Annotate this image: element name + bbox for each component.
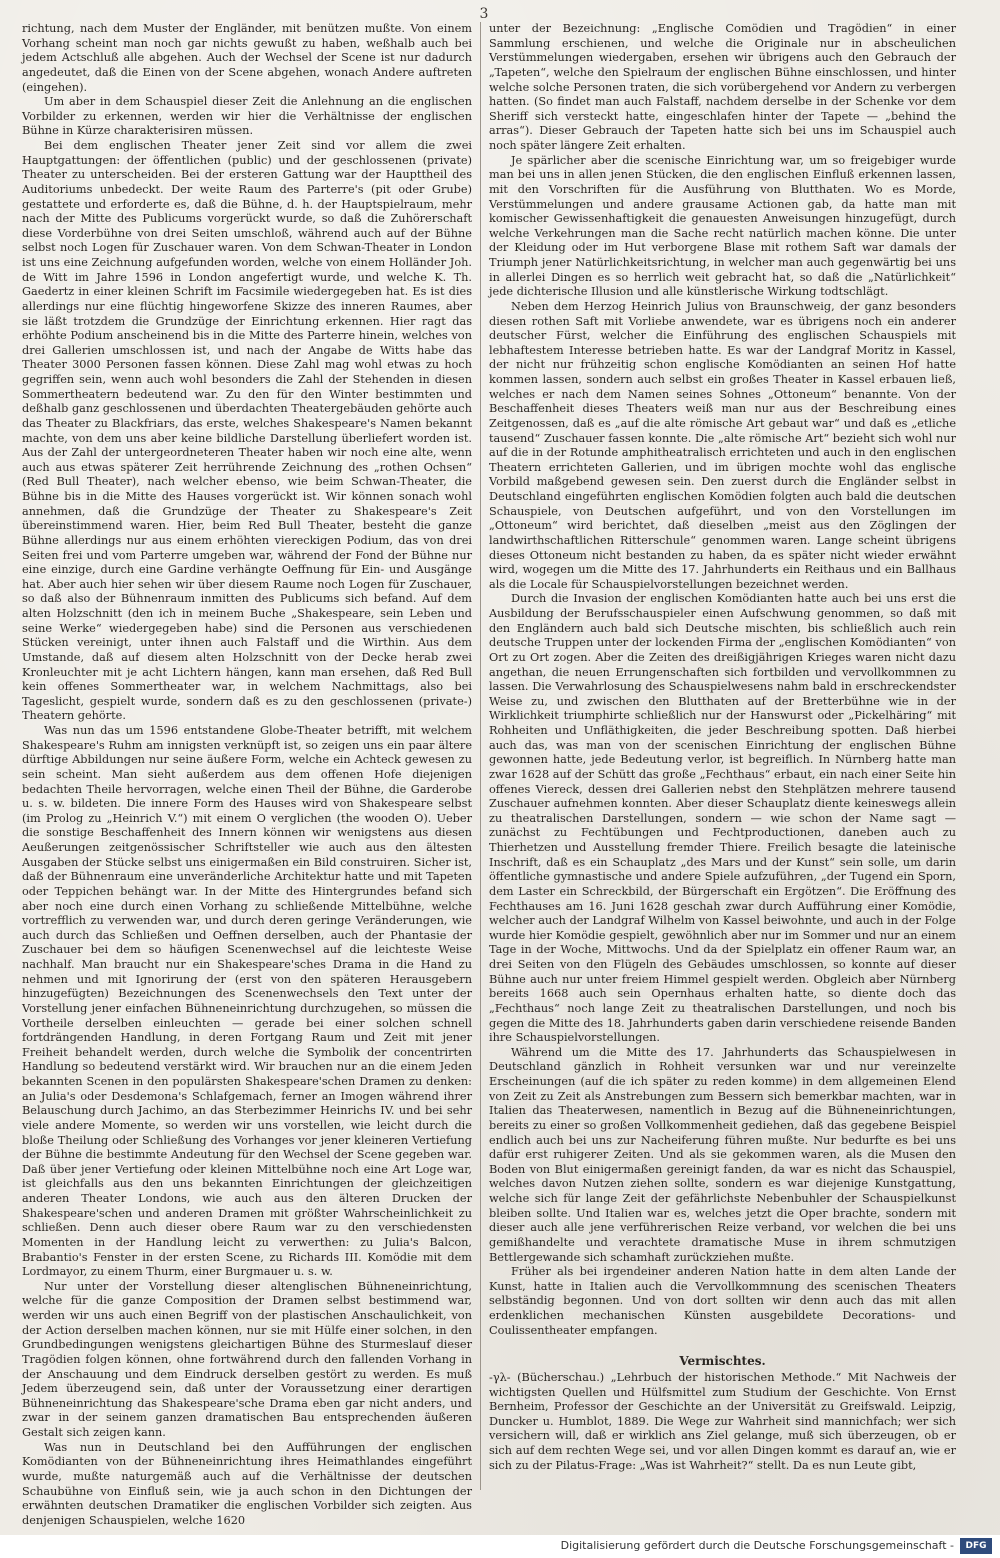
left-column [22,22,472,1527]
section-heading-vermischtes: Vermischtes. [679,1354,766,1369]
left-column-paragraph: Nur unter der Vorstellung dieser altenglischen Bühneneinrichtung, welche für die ganze Composition der Dramen selbst bestimmend war, werden wir uns auch einen Begriff von der plastischen Anschaulichkeit, von der Action derselben machen können, nur sie mit Hülfe einer solchen, in den Grundbedingungen wenigstens gleichartigen Bühne des Sturmeslauf dieser Tragödien folgen können, ohne fortwährend durch den fallenden Vorhang in der Anschauung und dem Eindruck derselben gestört zu werden. Es muß Jedem überzeugend sein, daß unter der Voraussetzung einer derartigen Bühneneinrichtung das Shakespeare'sche Drama eben gar nicht anders, und zwar in der seinem ganzen dramatischen Bau entsprechenden äußeren Gestalt sich zeigen kann. [22,1279,472,1439]
left-column-paragraph: Bei dem englischen Theater jener Zeit sind vor allem die zwei Hauptgattungen: der öffentlichen (public) und der geschlossenen (private) Theater zu unterscheiden. Bei der ersteren Gattung war der Haupttheil des Auditoriums unbedeckt. Der weite Raum des Parterre's (pit oder Grube) gestattete und erforderte es, daß die Bühne, d. h. der Hauptspielraum, mehr nach der Mitte des Publicums vorgerückt wurde, so daß die Zuhörerschaft diese Vorderbühne von drei Seiten umschloß, während auch auf der Bühne selbst noch Logen für Zuschauer waren. Von dem Schwan-Theater in London ist uns eine Zeichnung aufgefunden worden, welche von einem Holländer Joh. de Witt im Jahre 1596 in London angefertigt wurde, und welche K. Th. Gaedertz in einer kleinen Schrift im Facsimile wiedergegeben hat. Es ist dies allerdings nur eine flüchtig hingeworfene Skizze des inneren Raumes, aber sie läßt trotzdem die Grundzüge der Einrichtung erkennen. Hier ragt das erhöhte Podium anscheinend bis in die Mitte des Parterre hinein, welches von drei Gallerien umschlossen ist, und nach der Angabe de Witts habe das Theater 3000 Personen fassen können. Diese Zahl mag wohl etwas zu hoch gegriffen sein, wenn auch wohl besonders die Zahl der Stehenden in diesen Sommertheatern bedeutend war. Zu den für den Winter bestimmten und deßhalb ganz geschlossenen und überdachten Theatergebäuden gehörte auch das Theater zu Blackfriars, das erste, welches Shakespeare's Namen bekannt machte, von dem uns aber keine bildliche Darstellung überliefert worden ist. Aus der Zahl der untergeordneteren Theater haben wir noch eine alte, wenn auch aus etwas späterer Zeit herrührende Zeichnung des „rothen Ochsen“ (Red Bull Theater), nach welcher ebenso, wie beim Schwan-Theater, die Bühne bis in die Mitte des Hauses vorgerückt ist. Wir können sonach wohl annehmen, daß die Grundzüge der Theater zu Shakespeare's Zeit übereinstimmend waren. Hier, beim Red Bull Theater, besteht die ganze Bühne allerdings nur aus einem erhöhten viereckigen Podium, das von drei Seiten frei und vom Parterre umgeben war, während der Fond der Bühne nur eine einzige, durch eine Gardine verhängte Oeffnung für Ein- und Ausgänge hat. Aber auch hier sehen wir über diesem Raume noch Logen für Zuschauer, so daß also der Bühnenraum inmitten des Publicums sich befand. Auf dem alten Holzschnitt (den ich in meinem Buche „Shakespeare, sein Leben und seine Werke“ wiedergegeben habe) sind die Personen aus verschiedenen Stücken vereinigt, unter ihnen auch Falstaff und die Wirthin. Aus dem Umstande, daß auf diesem alten Holzschnitt von der Decke herab zwei Kronleuchter mit je acht Lichtern hängen, kann man ersehen, daß Red Bull kein offenes Sommertheater war, in welchem Nachmittags, also bei Tageslicht, gespielt wurde, sondern daß es zu den geschlossenen (private-) Theatern gehörte. [22,139,472,723]
page-number: 3 [479,6,489,22]
misc-section-body [489,1371,956,1473]
right-column-body [489,22,956,1338]
right-column [489,22,956,1490]
right-column-paragraph: Früher als bei irgendeiner anderen Nation hatte in dem alten Lande der Kunst, hatte in Italien auch die Vervollkommnung des scenischen Theaters selbständig begonnen. Und von dort sollten wir denn auch das mit allen erdenklichen mechanischen Künsten ausgebildete Decorations- und Coulissentheater empfangen. [489,1265,956,1337]
left-column-paragraph: Um aber in dem Schauspiel dieser Zeit die Anlehnung an die englischen Vorbilder zu erkennen, werden wir hier die Verhältnisse der englischen Bühne in Kürze charakterisiren müssen. [22,95,472,138]
right-column-paragraph: Während um die Mitte des 17. Jahrhunderts das Schauspielwesen in Deutschland gänzlich in Rohheit versunken war und nur vereinzelte Erscheinungen (auf die ich später zu reden komme) in dem allgemeinen Elend von Zeit zu Zeit als Anstrebungen zum Bessern sich bemerkbar machten, war in Italien das Theaterwesen, namentlich in Bezug auf die Bühneneinrichtungen, bereits zu einer so großen Vollkommenheit gediehen, daß das gegebene Beispiel endlich auch bei uns zur Nacheiferung führen mußte. Nur bedurfte es bei uns dafür erst ruhigerer Zeiten. Und als sie gekommen waren, als die Musen den Boden von Blut einigermaßen gereinigt fanden, da war es nicht das Schauspiel, welches davon Nutzen ziehen sollte, sondern es war diejenige Kunstgattung, welche sich für lange Zeit der gefährlichste Nebenbuhler der Schauspielkunst bleiben sollte. Und Italien war es, welches jetzt die Oper brachte, sondern mit dieser auch alle jene verführerischen Reize verband, vor welchen die bei uns gemißhandelte und verachtete dramatische Muse in ihrem schmutzigen Bettlergewande sich schamhaft zurückziehen mußte. [489,1045,956,1264]
footer-credit: Digitalisierung gefördert durch die Deutsche Forschungsgemeinschaft - [560,1539,954,1552]
footer-bar [0,1535,1000,1558]
right-column-paragraph: Je spärlicher aber die scenische Einrichtung war, um so freigebiger wurde man bei uns in allen jenen Stücken, die den englischen Einfluß erkennen lassen, mit den Vorschriften für die Ausführung von Blutthaten. Wo es Morde, Verstümmelungen und andere grausame Actionen gab, da hatte man mit komischer Gewissenhaftigkeit die genauesten Anweisungen hinzugefügt, durch welche Verkehrungen man die Sache recht natürlich machen könne. Die unter der Kleidung oder im Hut verborgene Blase mit rothem Saft war damals der Triumph jener Natürlichkeitsrichtung, in welcher man auch gegenwärtig bei uns in allerlei Dingen es so herrlich weit gebracht hat, so daß die „Natürlichkeit“ jede dichterische Illusion und alle künstlerische Wirkung todtschlägt. [489,153,956,299]
column-divider [480,22,481,1490]
right-column-paragraph: unter der Bezeichnung: „Englische Comödien und Tragödien“ in einer Sammlung erschienen, und welche die Originale nur in abscheulichen Verstümmelungen wiedergaben, ersehen wir übrigens auch den Gebrauch der „Tapeten“, welche den Spielraum der englischen Bühne einschlossen, und hinter welche solche Personen traten, die sich vorübergehend vor Andern zu verbergen hatten. (So findet man auch Falstaff, nachdem derselbe in der Schenke vor dem Sheriff sich versteckt hatte, eingeschlafen hinter der Tapete — „behind the arras“). Dieser Gebrauch der Tapeten hatte sich bei uns im Schauspiel auch noch später längere Zeit erhalten. [489,22,956,152]
misc-paragraph: -γλ- (Bücherschau.) „Lehrbuch der historischen Methode.“ Mit Nachweis der wichtigsten Quellen und Hülfsmittel zum Studium der Geschichte. Von Ernst Bernheim, Professor der Geschichte an der Universität zu Greifswald. Leipzig, Duncker u. Humblot, 1889. Die Wege zur Wahrheit sind mannichfach; wer sich versichern will, daß er wirklich ans Ziel gelange, muß sich überzeugen, ob er sich auf dem rechten Wege sei, und vor allen Dingen kommt es darauf an, wie er sich zu der Pilatus-Frage: „Was ist Wahrheit?“ stellt. Da es nun Leute gibt, [489,1370,956,1472]
left-column-paragraph: richtung, nach dem Muster der Engländer, mit benützen mußte. Von einem Vorhang scheint man noch gar nichts gewußt zu haben, weßhalb auch bei jedem Actschluß alle abgehen. Auch der Wechsel der Scene ist nur dadurch angedeutet, daß die Einen von der Scene abgehen, wonach Andere auftreten (eingehen). [22,22,472,94]
right-column-paragraph: Neben dem Herzog Heinrich Julius von Braunschweig, der ganz besonders diesen rothen Saft mit Vorliebe anwendete, war es übrigens noch ein anderer deutscher Fürst, welcher die Einführung des englischen Schauspiels mit lebhaftestem Interesse betrieben hatte. Es war der Landgraf Moritz in Kassel, der nicht nur frühzeitig schon englische Komödianten an seinen Hof hatte kommen lassen, sondern auch selbst ein großes Theater in Kassel erbauen ließ, welches er nach dem Namen seines Sohnes „Ottoneum“ benannte. Von der Beschaffenheit dieses Theaters weiß man nur aus der Beschreibung eines Zeitgenossen, daß es „auf die alte römische Art gebaut war“ und daß es „etliche tausend“ Zuschauer fassen konnte. Die „alte römische Art“ bezieht sich wohl nur auf die in der Rotunde amphitheatralisch errichteten und auch in den englischen Theatern errichteten Gallerien, und im übrigen mochte wohl das englische Vorbild maßgebend gewesen sein. Den zuerst durch die Engländer selbst in Deutschland eingeführten englischen Komödien folgten auch bald die deutschen Schauspiele, von Deutschen aufgeführt, und von den Vorstellungen im „Ottoneum“ wird berichtet, daß dieselben „meist aus den Zöglingen der landwirthschaftlichen Ritterschule“ genommen waren. Lange scheint übrigens dieses Ottoneum nicht bestanden zu haben, da es später nicht wieder erwähnt wird, wogegen um die Mitte des 17. Jahrhunderts ein Reithaus und ein Ballhaus als die Locale für Schauspielvorstellungen bezeichnet werden. [489,299,956,591]
left-column-paragraph: Was nun das um 1596 entstandene Globe-Theater betrifft, mit welchem Shakespeare's Ruhm am innigsten verknüpft ist, so zeigen uns ein paar ältere dürftige Abbildungen nur seine äußere Form, welche ein Achteck gewesen zu sein scheint. Man sieht außerdem aus dem offenen Hofe diejenigen bedachten Theile hervorragen, welche einen Theil der Bühne, die Garderobe u. s. w. bildeten. Die innere Form des Hauses wird von Shakespeare selbst (im Prolog zu „Heinrich V.“) mit einem O verglichen (the wooden O). Ueber die sonstige Beschaffenheit des Innern können wir wenigstens aus diesen Aeußerungen zeitgenössischer Schriftsteller wie auch aus den ältesten Ausgaben der Stücke selbst uns einigermaßen ein Bild construiren. Sicher ist, daß der Bühnenraum eine unveränderliche Architektur hatte und mit Tapeten oder Teppichen behängt war. In der Mitte des Hintergrundes befand sich aber noch eine durch einen Vorhang zu schließende Mittelbühne, welche vortrefflich zu verwenden war, und durch deren geringe Veränderungen, wie auch durch das Schließen und Oeffnen derselben, auch der Phantasie der Zuschauer bei dem so häufigen Scenenwechsel auf die leichteste Weise nachhalf. Man braucht nur ein Shakespeare'sches Drama in die Hand zu nehmen und mit Ignorirung der (erst von den späteren Herausgebern hinzugefügten) Bezeichnungen des Scenenwechsels den Text unter der Vorstellung jener einfachen Bühneneinrichtung durchzugehen, so müssen die Vortheile derselben einleuchten — gerade bei einer solchen schnell fortdrängenden Handlung, in deren Fortgang Raum und Zeit mit jener Freiheit behandelt werden, durch welche die Symbolik der concentrirten Handlung so bedeutend verstärkt wird. Wir brauchen nur an die einem Jeden bekannten Scenen in den populärsten Shakespeare'schen Dramen zu denken: an Julia's oder Desdemona's Schlafgemach, ferner an Imogen während ihrer Belauschung durch Jachimo, an das Sterbezimmer Heinrichs IV. und bei sehr viele andere Momente, so werden wir uns vorstellen, wie leicht durch die bloße Theilung oder Schließung des Vorhanges vor jener kleineren Vertiefung der Bühne die bestimmte Andeutung für den Wechsel der Scene gegeben war. Daß über jener Vertiefung oder kleinen Mittelbühne noch eine Art Loge war, ist gleichfalls aus den uns bekannten Einrichtungen der gleichzeitigen anderen Theater Londons, wie auch aus den älteren Drucken der Shakespeare'schen und anderen Dramen mit größter Wahrscheinlichkeit zu schließen. Denn auch dieser obere Raum war zu den verschiedensten Momenten in der Handlung leicht zu verwerthen: zu Julia's Balcon, Brabantio's Fenster in der ersten Scene, zu Richards III. Komödie mit dem Lordmayor, zu einem Thurm, einer Burgmauer u. s. w. [22,724,472,1279]
dfg-logo: DFG [960,1538,992,1554]
left-column-paragraph: Was nun in Deutschland bei den Aufführungen der englischen Komödianten von der Bühneneinrichtung ihres Heimathlandes eingeführt wurde, mußte naturgemäß auch auf die Verhältnisse der deutschen Schaubühne von Einfluß sein, wie ja auch schon in den Dichtungen der erwähnten deutschen Dramatiker die englischen Vorbilder sich zeigten. Aus denjenigen Schauspielen, welche 1620 [22,1440,472,1527]
right-column-paragraph: Durch die Invasion der englischen Komödianten hatte auch bei uns erst die Ausbildung der Berufsschauspieler einen Aufschwung genommen, so daß mit den Engländern auch bald sich Deutsche mischten, bis schließlich auch rein deutsche Truppen unter der lockenden Firma der „englischen Komödianten“ von Ort zu Ort zogen. Aber die Zeiten des dreißigjährigen Krieges waren nicht dazu angethan, die neuen Errungenschaften sich fortbilden und vervollkommnen zu lassen. Die Verwahrlosung des Schauspielwesens nahm bald in erschreckendster Weise zu, und zwischen den Blutthaten auf der Bretterbühne wie in der Wirklichkeit triumphirte schließlich nur der Hanswurst oder „Pickelhäring“ mit Rohheiten und Unfläthigkeiten, die jeder Beschreibung spotten. Daß hierbei auch das, was man von der scenischen Einrichtung der englischen Bühne gewonnen hatte, jede Bedeutung verlor, ist begreiflich. In Nürnberg hatte man zwar 1628 auf der Schütt das große „Fechthaus“ erbaut, ein nach einer Seite hin offenes Viereck, dessen drei Gallerien nebst den Stehplätzen mehrere tausend Zuschauer aufnehmen konnten. Aber dieser Schauplatz diente keineswegs allein zu theatralischen Darstellungen, sondern — wie schon der Name sagt — zunächst zu Fechtübungen und Fechtproductionen, daneben auch zu Thierhetzen und Ausstellung fremder Thiere. Freilich besagte die lateinische Inschrift, daß es ein Schauplatz „des Mars und der Kunst“ sein solle, um darin öffentliche gymnastische und andere Spiele aufzuführen, „der Tugend ein Sporn, dem Laster ein Schreckbild, der Bürgerschaft ein Ergötzen“. Die Eröffnung des Fechthauses am 16. Juni 1628 geschah zwar durch Aufführung einer Komödie, welcher auch der Landgraf Wilhelm von Kassel beiwohnte, und auch in der Folge wurde hier Komödie gespielt, gewöhnlich aber nur im Sommer und nur an einem Tage in der Woche, Mittwochs. Und da der Spielplatz ein offener Raum war, an drei Seiten von den Flügeln des Gebäudes umschlossen, so konnte auf dieser Bühne auch nur unter freiem Himmel gespielt werden. Obgleich aber Nürnberg bereits 1668 auch sein Opernhaus erhalten hatte, so diente doch das „Fechthaus“ noch lange Zeit zu theatralischen Darstellungen, und noch bis gegen die Mitte des 18. Jahrhunderts gaben darin verschiedene reisende Banden ihre Schauspielvorstellungen. [489,592,956,1045]
